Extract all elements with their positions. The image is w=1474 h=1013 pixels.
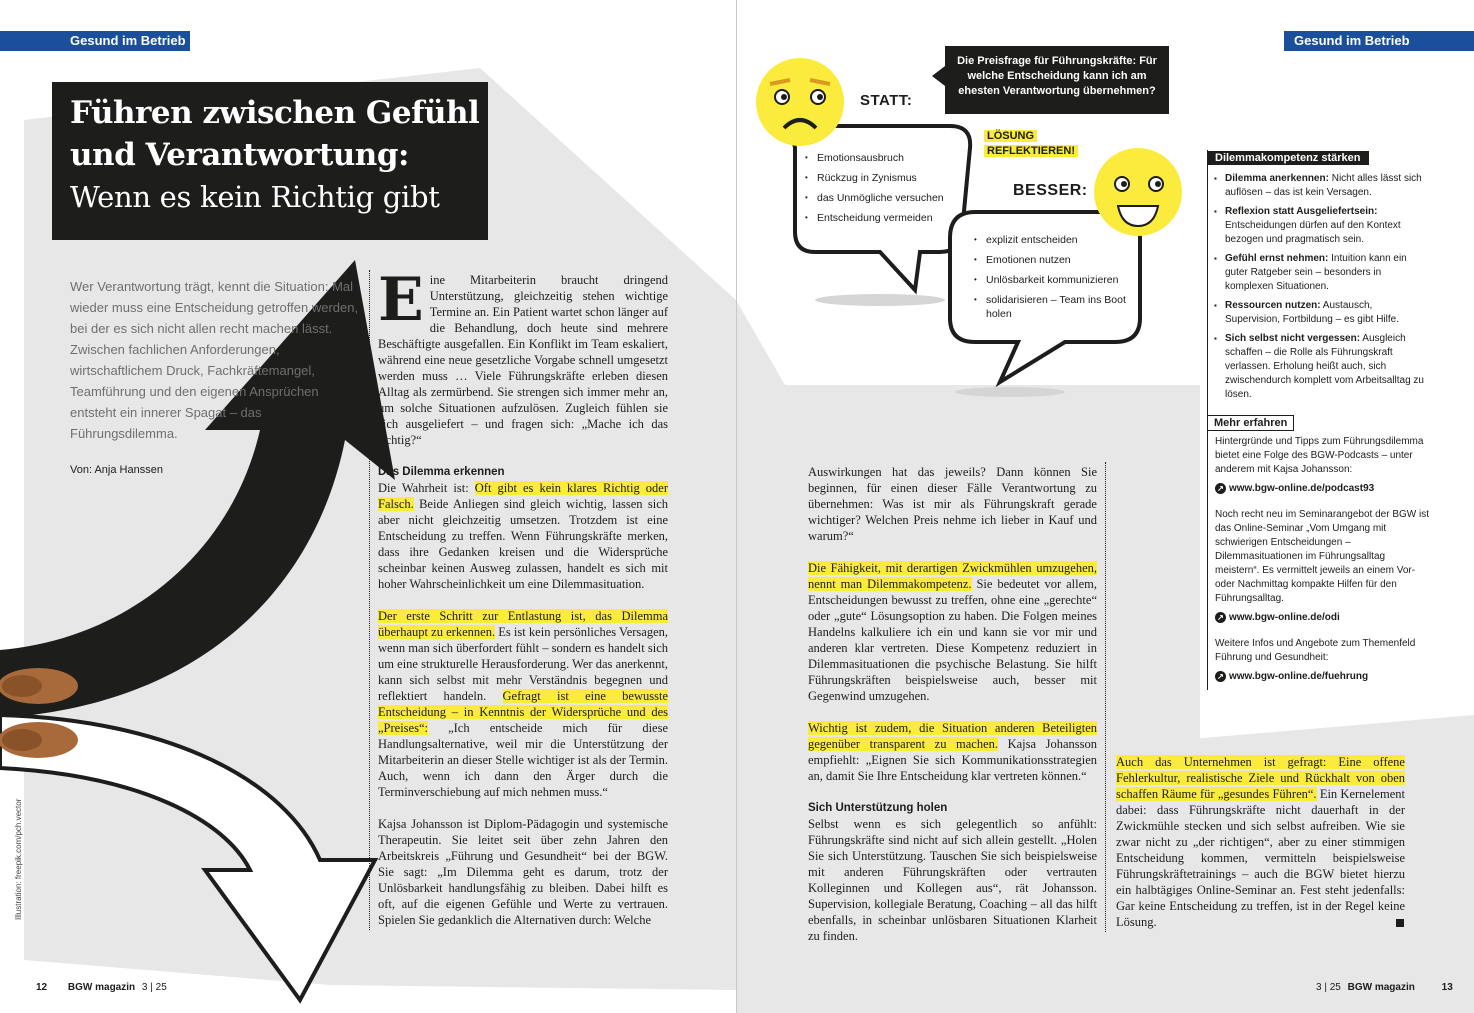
highlighted-text: Oft gibt es kein klares Richtig oder Falsch. <box>378 481 669 511</box>
callout-box: Die Preisfrage für Führungskräfte: Für welche Entscheidung kann ich am ehesten Verantwortung übernehmen? <box>945 46 1169 114</box>
sad-emoji-icon <box>756 58 844 146</box>
item-bold: Dilemma anerkennen: <box>1225 173 1329 184</box>
more-text: Weitere Infos und Angebote zum Themenfeld Führung und Gesundheit: <box>1215 638 1416 663</box>
section-tag-right <box>1284 31 1474 51</box>
paragraph-text: Die Wahrheit ist: <box>378 481 475 495</box>
paragraph-text: ine Mitarbeiterin braucht dringend Unterstützung, gleichzeitig stehen wichtige Termine an. Ein Patient wartet schon länger auf die Behandlung, doch heute sind mehrere Beschäftigte ausgefallen. Ein Konflikt im Team eskaliert, während eine neue gesetzliche Vorgabe schnell umgesetzt werden muss … Viele Führungskräfte erleben diesen Alltag als zermürbend. Sie strengen sich immer mehr an, um solche Situationen aufzulösen. Zugleich fühlen sie sich ausgeliefert – und fragen sich: „Mache ich das richtig?“ <box>378 273 668 447</box>
paragraph <box>378 265 668 448</box>
item-text: Ausgleich schaffen – die Rolle als Führungskraft verlassen. Erholung heißt auch, sich zwischendurch komplett vom Arbeitsalltag zu lösen. <box>1225 333 1424 400</box>
loesung-label <box>984 129 1078 159</box>
author-byline: Von: Anja Hanssen <box>70 464 163 476</box>
column-rule <box>369 270 370 930</box>
footer-right <box>1316 982 1453 993</box>
sidebar-list-item <box>1225 299 1429 327</box>
link-icon: ↗ <box>1215 612 1226 623</box>
paragraph <box>808 560 1097 704</box>
list-item: • Entscheidung vermeiden <box>817 208 967 228</box>
paragraph <box>808 720 1097 784</box>
page-number: 12 <box>36 982 48 993</box>
list-item: • das Unmögliche versuchen <box>817 188 967 208</box>
item-bold: Sich selbst nicht vergessen: <box>1225 333 1361 344</box>
paragraph <box>378 608 668 800</box>
highlighted-text: Der erste Schritt zur Entlastung ist, das Dilemma überhaupt zu erkennen. <box>378 609 668 639</box>
list-item: • solidarisieren – Team ins Boot holen <box>986 290 1126 321</box>
article-column-1 <box>378 265 669 944</box>
paragraph-text: Beide Anliegen sind gleich wichtig, lassen sich aber nicht gleichzeitig umsetzen. Trotzdem ist eine Entscheidung zu treffen. Wenn Führungskräfte merken, dass ihre Gedanken kreisen und die Widersprüche scheinbar keinen Ausweg zulassen, handelt es sich mit hoher Wahrscheinlichkeit um eine Dilemmasituation. <box>378 497 668 591</box>
section-tag-label: Gesund im Betrieb <box>70 33 186 48</box>
subheading: Das Dilemma erkennen <box>378 466 505 478</box>
headline-line-2: und Verantwortung: <box>70 137 409 173</box>
item-text: Austausch, Supervision, Fortbildung – es gibt Hilfe. <box>1225 300 1399 325</box>
column-rule <box>1105 462 1106 932</box>
magazine-name: BGW magazin <box>1347 982 1415 993</box>
item-text: Nicht alles lässt sich auflösen – das ist kein Versagen. <box>1225 173 1422 198</box>
headline-line-1: Führen zwischen Gefühl <box>70 95 480 131</box>
subheading: Sich Unterstützung holen <box>808 802 948 814</box>
issue-number: 3 | 25 <box>141 982 167 993</box>
footer-left <box>36 982 167 993</box>
page-number: 13 <box>1441 982 1453 993</box>
paragraph <box>378 480 668 592</box>
highlighted-text: Auch das Unternehmen ist gefragt: Eine offene Fehlerkultur, realistische Ziele und Rückhalt von oben schaffen Räume für „gesundes Führen“. <box>1116 755 1405 801</box>
item-bold: Reflexion statt Ausgeliefertsein: <box>1225 206 1378 217</box>
paragraph: Auswirkungen hat das jeweils? Dann können Sie beginnen, für einen dieser Fälle Verantwortung zu übernehmen: Was ist mir als Führungskraft gerade wichtiger? Welchen Preis nehme ich lieber in Kauf und warum?“ <box>808 465 1097 543</box>
credit-label: Illustration: freepik.com/pch.vector <box>14 798 23 920</box>
more-title: Mehr erfahren <box>1207 415 1294 431</box>
list-item: • Emotionen nutzen <box>986 250 1126 270</box>
list-item: • Unlösbarkeit kommunizieren <box>986 270 1126 290</box>
list-item: • Emotionsausbruch <box>817 148 967 168</box>
link-icon: ↗ <box>1215 671 1226 682</box>
paragraph-text: Kajsa Johansson empfiehlt: „Eignen Sie sich Kommunikationsstrategien an, damit Sie Ihre Entscheidung klar vertreten können.“ <box>808 737 1097 783</box>
sidebar-list-item <box>1225 332 1429 402</box>
sidebar-box <box>1207 148 1429 708</box>
item-bold: Gefühl ernst nehmen: <box>1225 253 1329 264</box>
issue-number: 3 | 25 <box>1316 982 1341 993</box>
sidebar-list-item <box>1225 205 1429 247</box>
list-item: • explizit entscheiden <box>986 230 1126 250</box>
magazine-name: BGW magazin <box>67 982 136 993</box>
headline-line-3: Wenn es kein Richtig gibt <box>70 180 440 214</box>
list-item: • Rückzug in Zynismus <box>817 168 967 188</box>
page-gutter <box>736 0 737 1013</box>
item-text: Entscheidungen dürfen auf den Kontext bezogen und pragmatisch sein. <box>1225 220 1401 245</box>
section-tag-left <box>0 31 190 51</box>
intro-text: Wer Verantwortung trägt, kennt die Situation: Mal wieder muss eine Entscheidung getroffen werden, bei der es sich nicht allen recht machen lässt. Zwischen fachlichen Anforderungen, wirtschaftlichem Druck, Fachkräftemangel, Teamführung und den eigenen Ansprüchen entsteht ein innerer Spagat – das Führungsdilemma. <box>70 279 359 441</box>
sidebar-list-item <box>1225 252 1429 294</box>
highlighted-text: Wichtig ist zudem, die Situation anderen Beteiligten gegenüber transparent zu machen. <box>808 721 1097 751</box>
link-icon: ↗ <box>1215 483 1226 494</box>
besser-label: BESSER: <box>1013 182 1088 199</box>
article-column-2 <box>808 464 1097 960</box>
article-end-mark <box>1396 919 1404 927</box>
item-bold: Ressourcen nutzen: <box>1225 300 1321 311</box>
highlighted-text: Gefragt ist eine bewusste Entscheidung – in Kenntnis der Widersprüche und des „Preises“: <box>378 689 668 735</box>
link-label: www.bgw-online.de/odi <box>1229 612 1340 623</box>
article-column-3 <box>1116 754 1405 946</box>
sidebar-title: Dilemmakompetenz stärken <box>1207 151 1369 165</box>
more-text: Hintergründe und Tipps zum Führungsdilemma bietet eine Folge des BGW-Podcasts – unter anderem mit Kajsa Johansson: <box>1215 436 1424 475</box>
paragraph: Kajsa Johansson ist Diplom-Pädagogin und systemische Therapeutin. Sie leitet seit über zehn Jahren den Arbeitskreis „Führung und Gesundheit“ bei der BGW. Sie sagt: „Im Dilemma geht es darum, trotz der Unlösbarkeit handlungsfähig zu bleiben. Dabei hilft es oft, auf die eigenen Gefühle und Werte zu vertrauen. Spielen Sie gedanklich die Alternativen durch: Welche <box>378 817 668 927</box>
paragraph <box>1116 754 1405 930</box>
sidebar-list-item <box>1225 172 1429 200</box>
item-text: Intuition kann ein guter Ratgeber sein – besonders in komplexen Situationen. <box>1225 253 1407 292</box>
statt-label: STATT: <box>860 92 913 109</box>
paragraph-text: Ein Kernelement dabei: dass Führungskräfte nicht dauerhaft in der Zwickmühle stecken und sich selbst aufreiben. Wie sie zwar nicht zu „der richtigen“, aber zu einer stimmigen Entscheidung kommen, vermitteln beispielsweise Führungskräftetrainings – auch die BGW bietet hierzu ein halbtägiges Online-Seminar an. Fest steht jedenfalls: Gar keine Entscheidung zu treffen, ist in der Regel keine Lösung. <box>1116 787 1405 929</box>
besser-list <box>986 230 1126 321</box>
podcast-link[interactable] <box>1207 483 1429 494</box>
more-text: Noch recht neu im Seminarangebot der BGW ist das Online-Seminar „Vom Umgang mit schwierigen Entscheidungen – Dilemmasituationen im Führungsalltag meistern“. Es vermittelt jeweils an einem Vor- oder Nachmittag kompakte Hilfen für den Führungsalltag. <box>1215 509 1429 604</box>
link-label: www.bgw-online.de/podcast93 <box>1229 483 1375 494</box>
illustration-credit <box>14 780 26 920</box>
loesung-line: REFLEKTIEREN! <box>984 145 1078 157</box>
drop-cap: E <box>378 265 424 335</box>
paragraph-text: „Ich entscheide mich für diese Handlungsalternative, weil mir die Unterstützung der Mitarbeiterin an dieser Stelle wichtiger ist als der Termin. Auch, wenn ich dann den Ärger durch die Terminverschiebung auf mich nehmen muss.“ <box>378 721 668 799</box>
sidebar-list <box>1207 172 1429 402</box>
statt-list <box>817 148 967 228</box>
seminar-link[interactable] <box>1207 612 1429 623</box>
link-label: www.bgw-online.de/fuehrung <box>1229 671 1369 682</box>
paragraph-text: Es ist kein persönliches Versagen, wenn man sich überfordert fühlt – sondern es handelt sich um eine strukturelle Herausforderung. Wer das anerkennt, kann sich selbst mit mehr Verständnis begegnen und reflektiert handeln. <box>378 625 668 703</box>
headline-box <box>52 82 488 240</box>
highlighted-text: Die Fähigkeit, mit derartigen Zwickmühlen umzugehen, nennt man Dilemmakompetenz. <box>808 561 1097 591</box>
section-tag-label: Gesund im Betrieb <box>1294 33 1410 48</box>
paragraph-text: Sie bedeutet vor allem, Entscheidungen bewusst zu treffen, ohne eine „gerechte“ oder „gute“ Lösungsoption zu haben. Die Folgen meines Handelns kalkuliere ich ein und kann sie vor mir und anderen klar vertreten. Diese Kompetenz reduziert in Dilemmasituationen die psychische Belastung. Sie hilft Führungskräften beispielsweise auch, besser mit Gegenwind umzugehen. <box>808 577 1097 703</box>
loesung-line: LÖSUNG <box>984 130 1037 142</box>
fuehrung-link[interactable] <box>1207 671 1429 682</box>
paragraph: Selbst wenn es sich gelegentlich so anfühlt: Führungskräfte sind nicht auf sich allein gestellt. „Holen Sie sich Unterstützung. Tauschen Sie sich beispielsweise mit anderen Führungskräften oder vertrauten Kolleginnen und Kollegen aus“, rät Johansson. Supervision, kollegiale Beratung, Coaching – all das hilft ebenfalls, in scheinbar unlösbaren Situationen Klarheit zu finden. <box>808 817 1097 943</box>
